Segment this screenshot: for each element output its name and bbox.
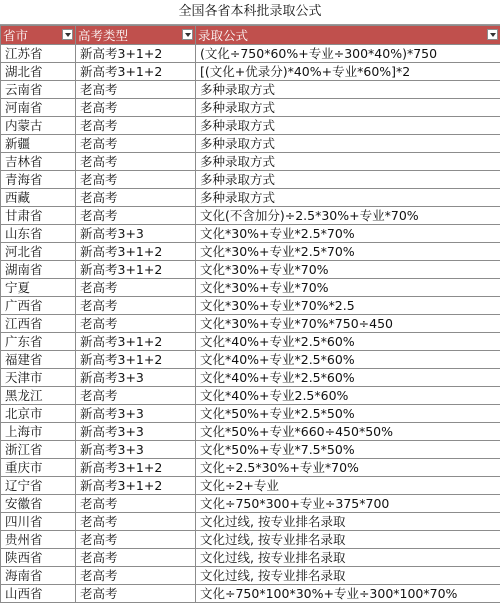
formula-cell[interactable]: 多种录取方式 [196,189,500,207]
formula-cell[interactable]: 多种录取方式 [196,171,500,189]
formula-cell[interactable]: 文化*30%+专业*70% [196,261,500,279]
formula-cell[interactable]: 文化*30%+专业*2.5*70% [196,225,500,243]
formula-cell[interactable]: 多种录取方式 [196,81,500,99]
formula-cell[interactable]: 文化*30%+专业*2.5*70% [196,243,500,261]
formula-cell[interactable]: 文化÷2.5*30%+专业*70% [196,459,500,477]
table-row [1,99,500,117]
province-cell[interactable]: 云南省 [1,81,76,99]
province-cell[interactable]: 四川省 [1,513,76,531]
exam-type-cell[interactable]: 老高考 [76,135,196,153]
province-cell[interactable]: 宁夏 [1,279,76,297]
formula-cell[interactable]: 文化过线, 按专业排名录取 [196,549,500,567]
formula-cell[interactable]: 多种录取方式 [196,117,500,135]
province-cell[interactable]: 江西省 [1,315,76,333]
province-cell[interactable]: 黑龙江 [1,387,76,405]
province-cell[interactable]: 北京市 [1,405,76,423]
formula-cell[interactable]: 多种录取方式 [196,135,500,153]
province-cell[interactable]: 浙江省 [1,441,76,459]
province-cell[interactable]: 河北省 [1,243,76,261]
formula-cell[interactable]: 文化*30%+专业*70% [196,279,500,297]
header-type [76,26,196,45]
exam-type-cell[interactable]: 新高考3+3 [76,405,196,423]
province-cell[interactable]: 福建省 [1,351,76,369]
table-row [1,549,500,567]
province-cell[interactable]: 江苏省 [1,45,76,63]
table-row [1,171,500,189]
exam-type-cell[interactable]: 老高考 [76,171,196,189]
exam-type-cell[interactable]: 新高考3+1+2 [76,459,196,477]
province-cell[interactable]: 上海市 [1,423,76,441]
province-cell[interactable]: 海南省 [1,567,76,585]
formula-cell[interactable]: 文化÷750*100*30%+专业÷300*100*70% [196,585,500,603]
province-cell[interactable]: 重庆市 [1,459,76,477]
exam-type-cell[interactable]: 老高考 [76,279,196,297]
table-row [1,567,500,585]
province-cell[interactable]: 河南省 [1,99,76,117]
table-row [1,351,500,369]
formula-cell[interactable]: 文化*50%+专业*2.5*50% [196,405,500,423]
formula-cell[interactable]: 多种录取方式 [196,153,500,171]
province-cell[interactable]: 山西省 [1,585,76,603]
exam-type-cell[interactable]: 老高考 [76,585,196,603]
province-cell[interactable]: 广东省 [1,333,76,351]
table-row [1,189,500,207]
table-row [1,261,500,279]
table-row [1,153,500,171]
table-row [1,243,500,261]
table-row [1,81,500,99]
header-formula-label: 录取公式 [198,28,248,43]
table-row [1,45,500,63]
filter-dropdown-icon[interactable] [62,29,73,40]
province-cell[interactable]: 天津市 [1,369,76,387]
exam-type-cell[interactable]: 新高考3+1+2 [76,45,196,63]
formula-cell[interactable]: 文化*50%+专业*660÷450*50% [196,423,500,441]
formula-cell[interactable]: 文化÷750*300+专业÷375*700 [196,495,500,513]
table-row [1,279,500,297]
exam-type-cell[interactable]: 老高考 [76,297,196,315]
header-province-label: 省市 [3,28,28,43]
table-row [1,477,500,495]
formula-cell[interactable]: 文化*30%+专业*70%*750÷450 [196,315,500,333]
exam-type-cell[interactable]: 新高考3+1+2 [76,333,196,351]
formula-cell[interactable]: 文化*30%+专业*70%*2.5 [196,297,500,315]
exam-type-cell[interactable]: 老高考 [76,567,196,585]
header-formula [196,26,500,45]
exam-type-cell[interactable]: 新高考3+1+2 [76,63,196,81]
province-cell[interactable]: 内蒙古 [1,117,76,135]
province-cell[interactable]: 贵州省 [1,531,76,549]
table-row [1,369,500,387]
province-cell[interactable]: 辽宁省 [1,477,76,495]
table-row [1,387,500,405]
exam-type-cell[interactable]: 新高考3+1+2 [76,351,196,369]
exam-type-cell[interactable]: 新高考3+1+2 [76,261,196,279]
formula-cell[interactable]: 文化*40%+专业*2.5*60% [196,369,500,387]
table-row [1,423,500,441]
exam-type-cell[interactable]: 新高考3+1+2 [76,477,196,495]
admission-table [0,25,500,603]
exam-type-cell[interactable]: 老高考 [76,207,196,225]
province-cell[interactable]: 湖北省 [1,63,76,81]
exam-type-cell[interactable]: 老高考 [76,99,196,117]
exam-type-cell[interactable]: 老高考 [76,387,196,405]
table-row [1,405,500,423]
header-province [1,26,76,45]
formula-cell[interactable]: [(文化+优录分)*40%+专业*60%]*2 [196,63,500,81]
table-row [1,207,500,225]
province-cell[interactable]: 陕西省 [1,549,76,567]
formula-cell[interactable]: (文化÷750*60%+专业÷300*40%)*750 [196,45,500,63]
formula-cell[interactable]: 文化*40%+专业*2.5*60% [196,351,500,369]
province-cell[interactable]: 青海省 [1,171,76,189]
formula-cell[interactable]: 文化*40%+专业2.5*60% [196,387,500,405]
table-row [1,297,500,315]
formula-cell[interactable]: 文化(不含加分)÷2.5*30%+专业*70% [196,207,500,225]
exam-type-cell[interactable]: 新高考3+1+2 [76,243,196,261]
table-row [1,531,500,549]
exam-type-cell[interactable]: 老高考 [76,495,196,513]
formula-cell[interactable]: 文化过线, 按专业排名录取 [196,531,500,549]
table-row [1,459,500,477]
exam-type-cell[interactable]: 老高考 [76,513,196,531]
province-cell[interactable]: 吉林省 [1,153,76,171]
table-row [1,495,500,513]
province-cell[interactable]: 甘肃省 [1,207,76,225]
province-cell[interactable]: 安徽省 [1,495,76,513]
header-row [1,26,500,45]
exam-type-cell[interactable]: 老高考 [76,153,196,171]
formula-cell[interactable]: 文化*50%+专业*7.5*50% [196,441,500,459]
exam-type-cell[interactable]: 老高考 [76,81,196,99]
table-row [1,225,500,243]
header-type-label: 高考类型 [78,28,128,43]
formula-cell[interactable]: 文化*40%+专业*2.5*60% [196,333,500,351]
province-cell[interactable]: 新疆 [1,135,76,153]
filter-dropdown-icon[interactable] [487,29,498,40]
exam-type-cell[interactable]: 新高考3+3 [76,441,196,459]
table-row [1,315,500,333]
table-row [1,135,500,153]
formula-cell[interactable]: 文化过线, 按专业排名录取 [196,567,500,585]
province-cell[interactable]: 山东省 [1,225,76,243]
exam-type-cell[interactable]: 新高考3+3 [76,225,196,243]
table-row [1,441,500,459]
exam-type-cell[interactable]: 老高考 [76,531,196,549]
exam-type-cell[interactable]: 新高考3+3 [76,423,196,441]
table-row [1,117,500,135]
exam-type-cell[interactable]: 老高考 [76,315,196,333]
filter-dropdown-icon[interactable] [182,29,193,40]
table-row [1,513,500,531]
formula-cell[interactable]: 多种录取方式 [196,99,500,117]
table-body [1,45,500,603]
exam-type-cell[interactable]: 老高考 [76,189,196,207]
exam-type-cell[interactable]: 新高考3+3 [76,369,196,387]
province-cell[interactable]: 西藏 [1,189,76,207]
table-row [1,585,500,603]
sheet-title: 全国各省本科批录取公式 [0,0,500,25]
province-cell[interactable]: 湖南省 [1,261,76,279]
exam-type-cell[interactable]: 老高考 [76,549,196,567]
exam-type-cell[interactable]: 老高考 [76,117,196,135]
table-row [1,63,500,81]
table-row [1,333,500,351]
province-cell[interactable]: 广西省 [1,297,76,315]
formula-cell[interactable]: 文化÷2+专业 [196,477,500,495]
formula-cell[interactable]: 文化过线, 按专业排名录取 [196,513,500,531]
